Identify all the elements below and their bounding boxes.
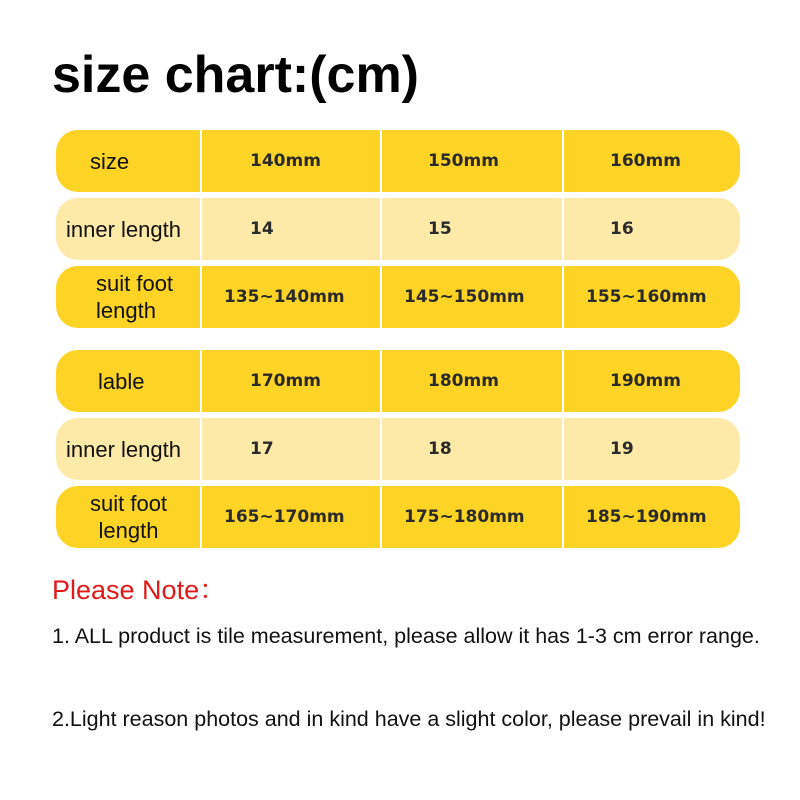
table-row-suit-foot-length (56, 266, 740, 328)
table-cell: 140mm (200, 130, 380, 192)
row-label-suit-foot-length: suit foot length (90, 491, 168, 543)
table-cell: 165~170mm (200, 486, 380, 548)
table-cell: 17 (200, 418, 380, 480)
table-cell: 170mm (200, 350, 380, 412)
table-row-size (56, 130, 740, 192)
table-cell: 180mm (380, 350, 562, 412)
size-table-1 (56, 130, 740, 334)
row-label-size: size (90, 148, 130, 174)
table-cell: 15 (380, 198, 562, 260)
table-cell: 185~190mm (562, 486, 740, 548)
table-row-lable (56, 350, 740, 412)
note-item: 2.Light reason photos and in kind have a slight color, please prevail in kind! (52, 707, 766, 731)
size-table-2 (56, 350, 740, 554)
row-label-inner-length: inner length (66, 216, 181, 242)
note-item: 1. ALL product is tile measurement, please allow it has 1-3 cm error range. (52, 624, 760, 648)
table-cell: 175~180mm (380, 486, 562, 548)
table-row-inner-length (56, 418, 740, 480)
table-cell: 14 (200, 198, 380, 260)
table-cell: 18 (380, 418, 562, 480)
table-row-suit-foot-length (56, 486, 740, 548)
table-cell: 160mm (562, 130, 740, 192)
table-cell: 155~160mm (562, 266, 740, 328)
table-cell: 145~150mm (380, 266, 562, 328)
table-row-inner-length (56, 198, 740, 260)
table-cell: 150mm (380, 130, 562, 192)
note-title: Please Note： (52, 575, 227, 605)
table-cell: 135~140mm (200, 266, 380, 328)
table-cell: 190mm (562, 350, 740, 412)
row-label-inner-length: inner length (66, 436, 181, 462)
table-cell: 19 (562, 418, 740, 480)
table-cell: 16 (562, 198, 740, 260)
row-label-lable: lable (98, 368, 145, 394)
page-title: size chart:(cm) (52, 46, 419, 104)
row-label-suit-foot-length: suit foot length (96, 271, 174, 323)
